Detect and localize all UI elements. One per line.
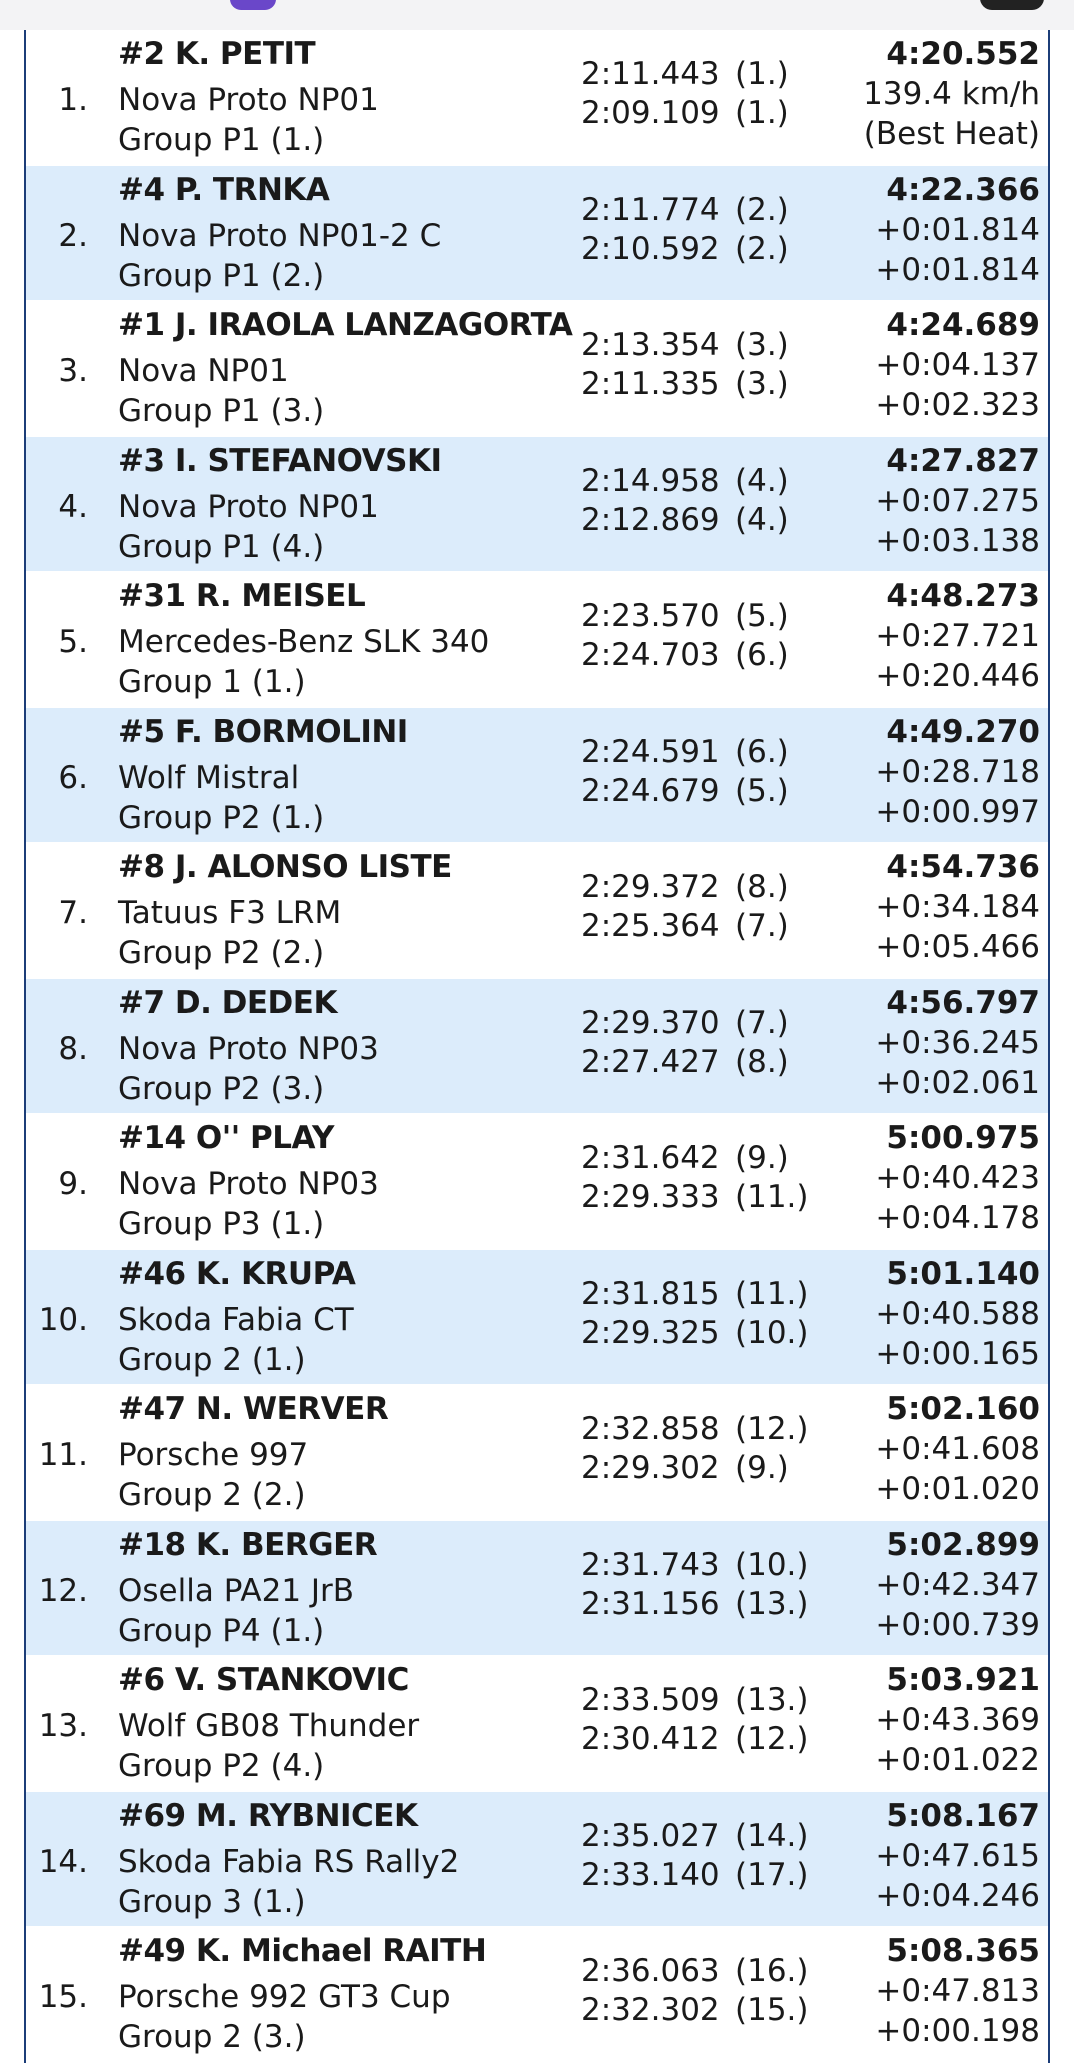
heat-1 (581, 1138, 789, 1178)
status-bar (0, 0, 1074, 30)
gap-to-previous: +0:02.323 (875, 387, 1040, 423)
result-row (26, 1927, 1048, 2063)
position: 10. (38, 1301, 88, 1338)
gap-to-previous: +0:04.246 (875, 1877, 1040, 1914)
heat-2 (581, 1177, 809, 1217)
heat-2-time: 2:09.109 (581, 95, 720, 131)
heat-1-rank: (11.) (735, 1275, 809, 1312)
heat-2 (581, 1719, 809, 1759)
heat-1 (581, 190, 789, 230)
gap-to-previous: +0:00.198 (875, 2013, 1040, 2049)
total-time: 5:02.899 (886, 1526, 1040, 1563)
group-rank: Group P1 (4.) (118, 528, 325, 565)
position: 15. (38, 1979, 88, 2015)
car-model: Porsche 997 (118, 1437, 309, 1473)
heat-2-time: 2:11.335 (581, 366, 720, 402)
heat-1-time: 2:14.958 (581, 462, 720, 499)
driver-name: #47 N. WERVER (118, 1391, 389, 1427)
gap-to-previous: +0:03.138 (875, 522, 1040, 559)
group-rank: Group P3 (1.) (118, 1206, 325, 1242)
result-row (26, 1792, 1048, 1928)
gap-to-previous: +0:02.061 (875, 1064, 1040, 1101)
heat-2-time: 2:24.703 (581, 637, 720, 673)
heat-1-time: 2:13.354 (581, 327, 720, 363)
gap-to-previous: +0:20.446 (875, 658, 1040, 694)
heat-1-time: 2:36.063 (581, 1953, 720, 1989)
gap-to-leader: +0:04.137 (875, 347, 1040, 383)
gap-to-leader: 139.4 km/h (863, 76, 1040, 112)
position: 1. (58, 82, 88, 118)
heat-2-time: 2:32.302 (581, 1992, 720, 2028)
group-rank: Group P2 (2.) (118, 935, 325, 971)
heat-1-rank: (8.) (735, 869, 789, 905)
heat-2 (581, 93, 789, 133)
heat-1-rank: (3.) (735, 327, 789, 363)
heat-2-rank: (6.) (735, 637, 789, 673)
heat-2-rank: (12.) (735, 1721, 809, 1757)
driver-name: #4 P. TRNKA (118, 171, 330, 208)
heat-2 (581, 364, 789, 404)
heat-2-time: 2:27.427 (581, 1043, 720, 1080)
car-model: Nova Proto NP03 (118, 1030, 379, 1067)
heat-1-rank: (7.) (735, 1004, 789, 1041)
result-row (26, 1656, 1048, 1792)
heat-2 (581, 1855, 809, 1895)
heat-1-time: 2:33.509 (581, 1682, 720, 1718)
gap-to-leader: +0:40.588 (875, 1295, 1040, 1332)
position: 3. (58, 353, 88, 389)
position: 7. (58, 895, 88, 931)
heat-2-rank: (8.) (735, 1043, 789, 1080)
total-time: 4:48.273 (886, 578, 1040, 614)
total-time: 4:22.366 (886, 171, 1040, 208)
car-model: Nova Proto NP01 (118, 82, 379, 118)
gap-to-previous: +0:04.178 (875, 1200, 1040, 1236)
result-row (26, 708, 1048, 844)
heat-2-rank: (11.) (735, 1179, 809, 1215)
heat-2-time: 2:29.302 (581, 1450, 720, 1486)
gap-to-leader: +0:41.608 (875, 1431, 1040, 1467)
result-row (26, 1250, 1048, 1386)
heat-1-rank: (9.) (735, 1140, 789, 1176)
position: 8. (58, 1030, 88, 1067)
gap-to-previous: +0:01.022 (875, 1742, 1040, 1778)
heat-2-rank: (5.) (735, 772, 789, 809)
position: 12. (38, 1572, 88, 1609)
group-rank: Group 2 (2.) (118, 1477, 306, 1513)
driver-name: #31 R. MEISEL (118, 578, 366, 614)
heat-2 (581, 906, 789, 946)
heat-2-time: 2:12.869 (581, 501, 720, 538)
car-model: Mercedes-Benz SLK 340 (118, 624, 490, 660)
heat-1-rank: (12.) (735, 1411, 809, 1447)
heat-2-time: 2:31.156 (581, 1585, 720, 1622)
driver-name: #46 K. KRUPA (118, 1255, 356, 1292)
heat-2 (581, 1042, 789, 1082)
heat-1-rank: (13.) (735, 1682, 809, 1718)
heat-2 (581, 1313, 809, 1353)
result-row (26, 572, 1048, 708)
heat-1 (581, 461, 789, 501)
result-row (26, 437, 1048, 573)
car-model: Nova NP01 (118, 353, 289, 389)
car-model: Wolf Mistral (118, 759, 300, 796)
heat-2 (581, 1448, 789, 1488)
driver-name: #14 O'' PLAY (118, 1120, 334, 1156)
gap-to-previous: +0:00.739 (875, 1606, 1040, 1643)
total-time: 4:49.270 (886, 713, 1040, 750)
total-time: 4:27.827 (886, 442, 1040, 479)
driver-name: #3 I. STEFANOVSKI (118, 442, 442, 479)
heat-1-rank: (2.) (735, 191, 789, 228)
heat-2-time: 2:30.412 (581, 1721, 720, 1757)
driver-name: #5 F. BORMOLINI (118, 713, 408, 750)
driver-name: #49 K. Michael RAITH (118, 1933, 487, 1969)
gap-to-leader: +0:47.615 (875, 1837, 1040, 1874)
heat-1-time: 2:29.370 (581, 1004, 720, 1041)
result-row (26, 1521, 1048, 1657)
heat-1-time: 2:11.443 (581, 56, 720, 92)
car-model: Porsche 992 GT3 Cup (118, 1979, 451, 2015)
heat-2 (581, 635, 789, 675)
heat-2-time: 2:29.325 (581, 1314, 720, 1351)
position: 5. (58, 624, 88, 660)
driver-name: #18 K. BERGER (118, 1526, 378, 1563)
status-app-indicator (230, 0, 276, 10)
gap-to-leader: +0:47.813 (875, 1973, 1040, 2009)
car-model: Skoda Fabia CT (118, 1301, 354, 1338)
group-rank: Group P2 (4.) (118, 1748, 325, 1784)
heat-1-rank: (1.) (735, 56, 789, 92)
total-time: 4:56.797 (886, 984, 1040, 1021)
heat-1-rank: (16.) (735, 1953, 809, 1989)
position: 14. (38, 1843, 88, 1880)
total-time: 5:08.167 (886, 1797, 1040, 1834)
position: 4. (58, 488, 88, 525)
heat-2-rank: (10.) (735, 1314, 809, 1351)
result-row (26, 301, 1048, 437)
heat-1-time: 2:32.858 (581, 1411, 720, 1447)
heat-1 (581, 1274, 809, 1314)
group-rank: Group P1 (3.) (118, 393, 325, 429)
group-rank: Group 1 (1.) (118, 664, 306, 700)
heat-2-rank: (4.) (735, 501, 789, 538)
total-time: 4:54.736 (886, 849, 1040, 885)
driver-name: #69 M. RYBNICEK (118, 1797, 418, 1834)
total-time: 4:20.552 (886, 36, 1040, 72)
heat-1 (581, 1951, 809, 1991)
heat-1-time: 2:35.027 (581, 1817, 720, 1854)
heat-1 (581, 596, 789, 636)
car-model: Tatuus F3 LRM (118, 895, 342, 931)
position: 9. (58, 1166, 88, 1202)
heat-2-rank: (1.) (735, 95, 789, 131)
heat-1 (581, 1409, 809, 1449)
result-row (26, 979, 1048, 1115)
heat-1 (581, 1680, 809, 1720)
driver-name: #1 J. IRAOLA LANZAGORTA (118, 307, 573, 343)
car-model: Nova Proto NP01-2 C (118, 217, 442, 254)
heat-2-rank: (15.) (735, 1992, 809, 2028)
heat-1-rank: (4.) (735, 462, 789, 499)
car-model: Nova Proto NP03 (118, 1166, 379, 1202)
heat-1 (581, 1545, 809, 1585)
heat-1-rank: (14.) (735, 1817, 809, 1854)
heat-2-time: 2:33.140 (581, 1856, 720, 1893)
group-rank: Group 2 (1.) (118, 1341, 306, 1378)
heat-2 (581, 229, 789, 269)
car-model: Wolf GB08 Thunder (118, 1708, 420, 1744)
total-time: 5:00.975 (886, 1120, 1040, 1156)
heat-1 (581, 732, 789, 772)
results-table (24, 30, 1050, 2063)
heat-2-rank: (3.) (735, 366, 789, 402)
total-time: 5:01.140 (886, 1255, 1040, 1292)
car-model: Osella PA21 JrB (118, 1572, 355, 1609)
gap-to-leader: +0:27.721 (875, 618, 1040, 654)
heat-1 (581, 1003, 789, 1043)
gap-to-leader: +0:43.369 (875, 1702, 1040, 1738)
driver-name: #6 V. STANKOVIC (118, 1662, 409, 1698)
result-row (26, 166, 1048, 302)
heat-1-time: 2:24.591 (581, 733, 720, 770)
driver-name: #8 J. ALONSO LISTE (118, 849, 452, 885)
position: 11. (38, 1437, 88, 1473)
driver-name: #2 K. PETIT (118, 36, 316, 72)
heat-1-rank: (6.) (735, 733, 789, 770)
gap-to-previous: (Best Heat) (863, 116, 1040, 152)
heat-1 (581, 1816, 809, 1856)
position: 6. (58, 759, 88, 796)
gap-to-previous: +0:00.165 (875, 1335, 1040, 1372)
group-rank: Group 3 (1.) (118, 1883, 306, 1920)
heat-2-time: 2:10.592 (581, 230, 720, 267)
heat-1 (581, 867, 789, 907)
driver-name: #7 D. DEDEK (118, 984, 337, 1021)
gap-to-leader: +0:07.275 (875, 482, 1040, 519)
gap-to-leader: +0:28.718 (875, 753, 1040, 790)
total-time: 5:03.921 (886, 1662, 1040, 1698)
gap-to-leader: +0:34.184 (875, 889, 1040, 925)
heat-1-rank: (10.) (735, 1546, 809, 1583)
group-rank: Group P2 (3.) (118, 1070, 325, 1107)
heat-2-rank: (13.) (735, 1585, 809, 1622)
total-time: 5:08.365 (886, 1933, 1040, 1969)
heat-1 (581, 325, 789, 365)
heat-2-rank: (17.) (735, 1856, 809, 1893)
gap-to-previous: +0:05.466 (875, 929, 1040, 965)
heat-2 (581, 771, 789, 811)
car-model: Nova Proto NP01 (118, 488, 379, 525)
heat-2-time: 2:24.679 (581, 772, 720, 809)
group-rank: Group 2 (3.) (118, 2019, 306, 2055)
heat-2-rank: (7.) (735, 908, 789, 944)
heat-1-time: 2:23.570 (581, 598, 720, 634)
position: 2. (58, 217, 88, 254)
car-model: Skoda Fabia RS Rally2 (118, 1843, 460, 1880)
result-row (26, 1114, 1048, 1250)
heat-1-time: 2:31.642 (581, 1140, 720, 1176)
heat-2-rank: (9.) (735, 1450, 789, 1486)
heat-2-time: 2:29.333 (581, 1179, 720, 1215)
heat-2-rank: (2.) (735, 230, 789, 267)
total-time: 5:02.160 (886, 1391, 1040, 1427)
result-row (26, 30, 1048, 166)
heat-2 (581, 1584, 809, 1624)
result-row (26, 843, 1048, 979)
heat-2 (581, 500, 789, 540)
group-rank: Group P1 (1.) (118, 122, 325, 158)
gap-to-previous: +0:01.020 (875, 1471, 1040, 1507)
gap-to-previous: +0:00.997 (875, 793, 1040, 830)
heat-1-time: 2:29.372 (581, 869, 720, 905)
heat-1 (581, 54, 789, 94)
result-row (26, 1385, 1048, 1521)
group-rank: Group P2 (1.) (118, 799, 325, 836)
total-time: 4:24.689 (886, 307, 1040, 343)
heat-2 (581, 1990, 809, 2030)
gap-to-previous: +0:01.814 (875, 251, 1040, 288)
gap-to-leader: +0:36.245 (875, 1024, 1040, 1061)
gap-to-leader: +0:40.423 (875, 1160, 1040, 1196)
heat-2-time: 2:25.364 (581, 908, 720, 944)
gap-to-leader: +0:42.347 (875, 1566, 1040, 1603)
position: 13. (38, 1708, 88, 1744)
gap-to-leader: +0:01.814 (875, 211, 1040, 248)
heat-1-time: 2:31.815 (581, 1275, 720, 1312)
group-rank: Group P1 (2.) (118, 257, 325, 294)
group-rank: Group P4 (1.) (118, 1612, 325, 1649)
heat-1-time: 2:11.774 (581, 191, 720, 228)
heat-1-time: 2:31.743 (581, 1546, 720, 1583)
battery-icon (980, 0, 1044, 10)
heat-1-rank: (5.) (735, 598, 789, 634)
